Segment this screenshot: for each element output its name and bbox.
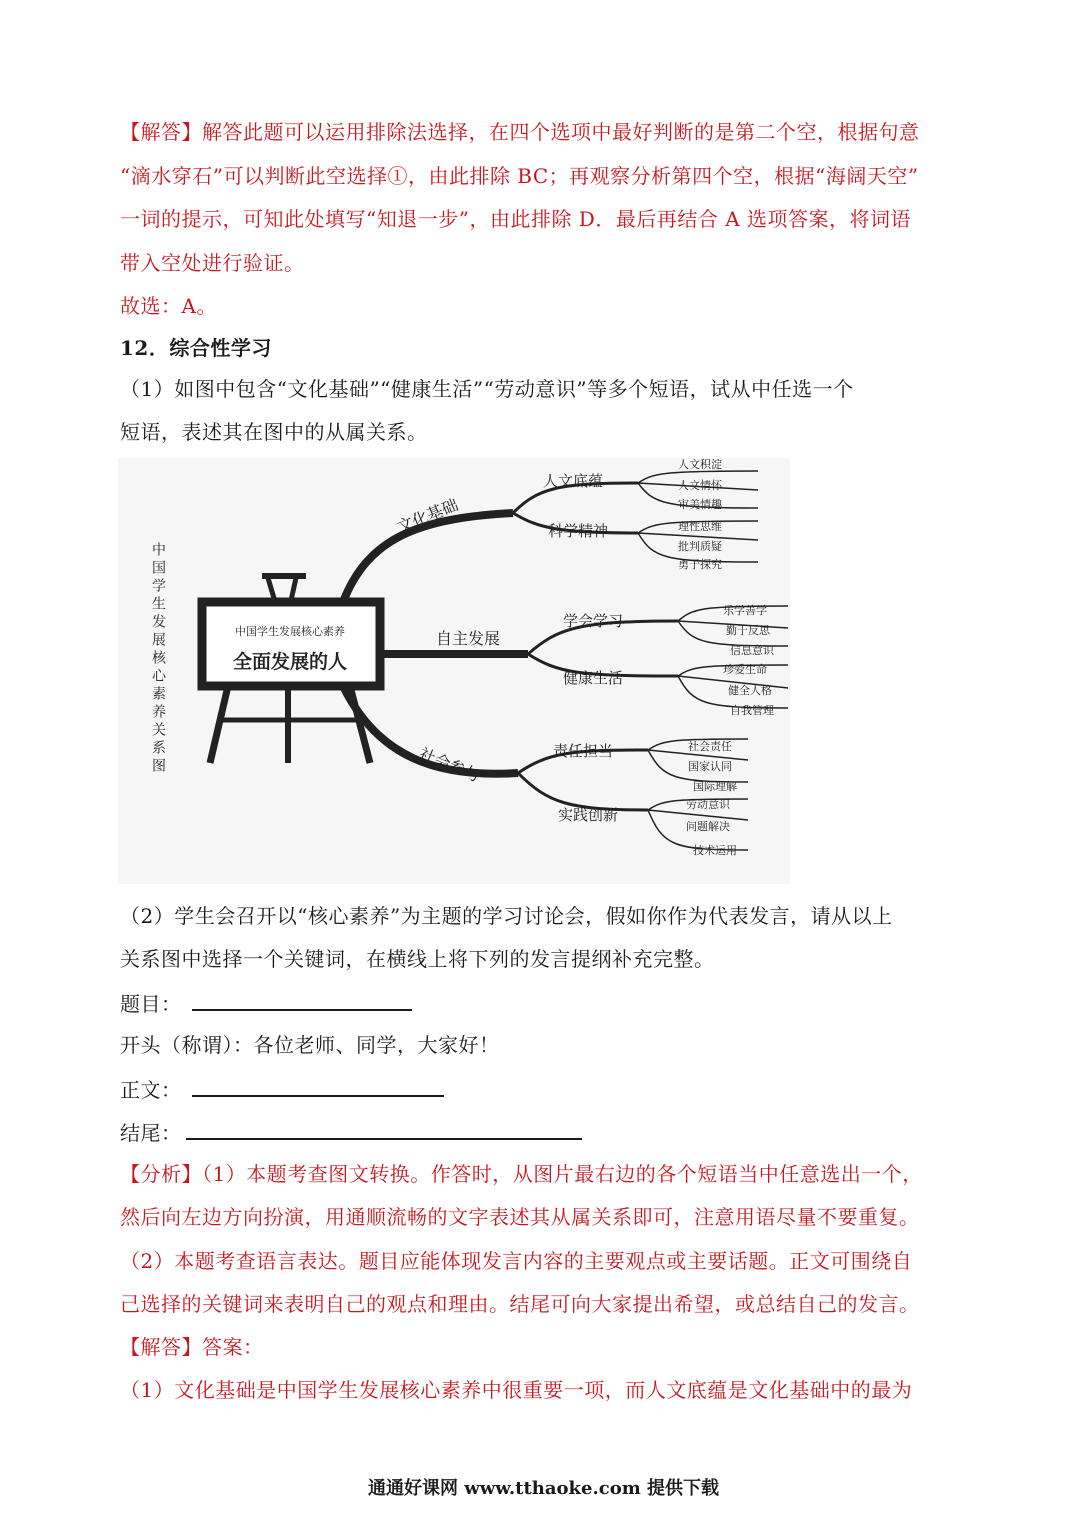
prev-answer-choice: 故选：A。 <box>120 294 217 318</box>
leaf-label: 自我管理 <box>730 704 774 717</box>
body-label: 正文： <box>120 1078 182 1102</box>
leaf-label: 国际理解 <box>693 780 737 793</box>
leaf-label: 珍爱生命 <box>723 663 767 676</box>
leaf-label: 劳动意识 <box>686 798 730 811</box>
analysis-line-1: 【分析】（1）本题考查图文转换。作答时，从图片最右边的各个短语当中任意选出一个， <box>120 1162 923 1186</box>
prev-answer-line-4: 带入空处进行验证。 <box>120 251 305 275</box>
ending-label: 结尾： <box>120 1121 182 1145</box>
leaf-label: 人文积淀 <box>678 458 722 471</box>
leaf-label: 技术运用 <box>693 844 737 857</box>
branch-label: 文化基础 <box>394 495 461 537</box>
leaf-label: 勇于探究 <box>678 558 722 571</box>
mind-map-svg <box>118 458 790 884</box>
leaf-label: 理性思维 <box>678 520 722 533</box>
opening-line: 开头（称谓）：各位老师、同学，大家好！ <box>120 1033 500 1057</box>
answer-line-1: （1）文化基础是中国学生发展核心素养中很重要一项，而人文底蕴是文化基础中的最为 <box>120 1378 913 1402</box>
answer-label: 【解答】答案： <box>120 1335 264 1359</box>
leaf-label: 信息意识 <box>730 644 774 657</box>
ending-blank[interactable] <box>186 1116 582 1140</box>
leaf-label: 社会责任 <box>688 740 732 753</box>
mind-map-figure <box>118 458 790 884</box>
branch-label: 自主发展 <box>436 629 501 648</box>
analysis-line-2: 然后向左边方向扮演，用通顺流畅的文字表述其从属关系即可，注意用语尽量不要重复。 <box>120 1205 920 1229</box>
prev-answer-line-2: “滴水穿石”可以判断此空选择①，由此排除 BC；再观察分析第四个空，根据“海阔天空” <box>120 164 919 188</box>
question-part2-line-2: 关系图中选择一个关键词，在横线上将下列的发言提纲补充完整。 <box>120 947 715 971</box>
leaf-label: 勤于反思 <box>726 624 770 637</box>
page-footer: 通通好课网 www.tthaoke.com 提供下载 <box>367 1478 720 1499</box>
sub-branch-label: 科学精神 <box>548 522 609 540</box>
sub-branch-label: 实践创新 <box>558 806 619 824</box>
leaf-label: 审美情趣 <box>678 498 722 511</box>
sub-branch-label: 学会学习 <box>563 612 624 630</box>
question-title: 12．综合性学习 <box>120 336 272 360</box>
leaf-label: 国家认同 <box>688 760 732 773</box>
body-field-row <box>120 1073 444 1105</box>
title-field-row <box>120 987 412 1019</box>
leaf-label: 问题解决 <box>686 820 730 833</box>
analysis-line-3: （2）本题考查语言表达。题目应能体现发言内容的主要观点或主要话题。正文可围绕自 <box>120 1249 913 1273</box>
body-blank[interactable] <box>192 1073 444 1097</box>
leaf-label: 人文情怀 <box>678 479 722 492</box>
title-blank[interactable] <box>192 987 412 1011</box>
board-subtitle: 中国学生发展核心素养 <box>235 625 345 638</box>
leaf-label: 批判质疑 <box>678 540 722 553</box>
analysis-line-4: 己选择的关键词来表明自己的观点和理由。结尾可向大家提出希望，或总结自己的发言。 <box>120 1292 920 1316</box>
prev-answer-line-1: 【解答】解答此题可以运用排除法选择，在四个选项中最好判断的是第二个空，根据句意 <box>120 120 920 144</box>
board-title: 全面发展的人 <box>232 651 348 673</box>
question-part1-line-2: 短语，表述其在图中的从属关系。 <box>120 420 428 444</box>
sub-branch-label: 责任担当 <box>553 742 614 760</box>
figure-vertical-title: 中国学生发展核心素养关系图 <box>150 542 166 776</box>
ending-field-row <box>120 1116 582 1148</box>
branch-label: 社会参与 <box>416 744 483 786</box>
leaf-label: 乐学善学 <box>723 604 767 617</box>
sub-branch-label: 健康生活 <box>563 669 624 687</box>
prev-answer-line-3: 一词的提示，可知此处填写“知退一步”，由此排除 D．最后再结合 A 选项答案，将词语 <box>120 207 911 231</box>
sub-branch-label: 人文底蕴 <box>543 472 604 490</box>
question-part1-line-1: （1）如图中包含“文化基础”“健康生活”“劳动意识”等多个短语，试从中任选一个 <box>120 377 854 401</box>
leaf-label: 健全人格 <box>728 684 772 697</box>
question-part2-line-1: （2）学生会召开以“核心素养”为主题的学习讨论会，假如你作为代表发言，请从以上 <box>120 904 893 928</box>
title-label: 题目： <box>120 992 182 1016</box>
